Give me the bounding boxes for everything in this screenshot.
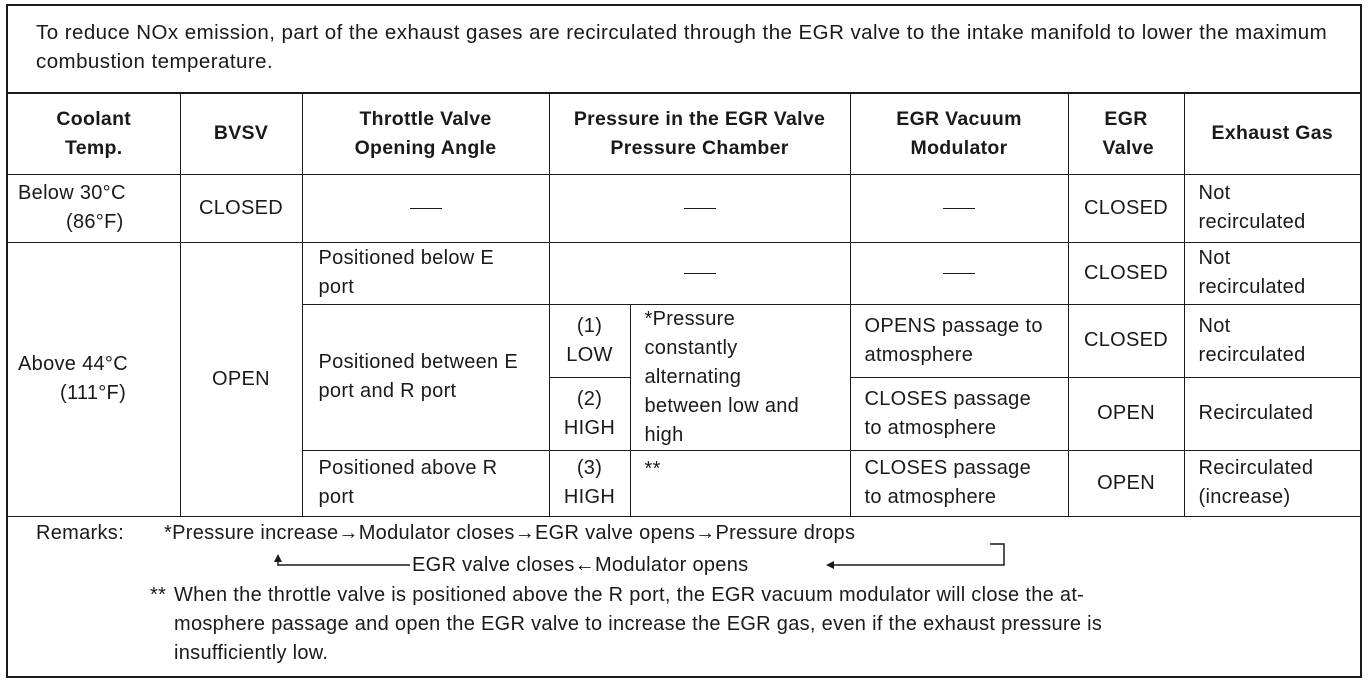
chain-2-step: EGR valve closes	[412, 554, 575, 576]
note-line: insufficiently low.	[174, 642, 329, 664]
table-row	[8, 242, 1360, 304]
note-line: When the throttle valve is positioned above the R port, the EGR vacuum modulator will close the at-	[174, 584, 1085, 606]
throttle-below-e: Positioned below E port	[302, 242, 549, 304]
throttle-between: Positioned between E port and R port	[302, 304, 549, 450]
exhaust-below-e: Not recirculated	[1184, 242, 1360, 304]
exhaust-below: Not recirculated	[1184, 174, 1360, 242]
egr-sub2: OPEN	[1068, 377, 1184, 450]
sub2-level: HIGH	[563, 416, 616, 439]
chain-1-step: EGR valve opens	[535, 522, 696, 544]
sub1-level: LOW	[566, 343, 613, 366]
sub3-level: HIGH	[563, 486, 616, 508]
modulator-closes-2: CLOSES passage to atmosphere	[850, 450, 1068, 516]
modulator-none	[850, 174, 1068, 242]
egr-table	[8, 94, 1360, 517]
chain-1-step: Pressure drops	[715, 522, 856, 544]
header-row	[8, 94, 1360, 174]
arrow-right-icon: →	[514, 522, 535, 544]
dash-mark	[684, 273, 716, 274]
header-coolant: Coolant Temp.	[8, 94, 180, 174]
sub1-cell	[549, 304, 630, 377]
sub2-num: (2)	[576, 387, 603, 410]
pressure-none-2	[549, 242, 850, 304]
header-egr-valve: EGR Valve	[1068, 94, 1184, 174]
egr-below-e: CLOSED	[1068, 242, 1184, 304]
coolant-above-cell	[8, 242, 180, 516]
bvsv-open: OPEN	[180, 242, 302, 516]
chain-2-step: Modulator opens	[594, 554, 749, 576]
sub3-num: (3)	[576, 457, 603, 479]
intro-paragraph: To reduce NOx emission, part of the exhaust gases are recirculated through the EGR valve to the intake manifold to lower the maximum combustion temperature.	[8, 6, 1360, 94]
coolant-below-f: (86°F)	[66, 211, 124, 233]
coolant-below-c: Below 30°C	[18, 182, 126, 204]
sub2-cell	[549, 377, 630, 450]
exhaust-above-r: Recirculated (increase)	[1184, 450, 1360, 516]
sub1-num: (1)	[576, 314, 603, 337]
modulator-closes: CLOSES passage to atmosphere	[850, 377, 1068, 450]
chain-1-step: Modulator closes	[358, 522, 515, 544]
document-frame	[6, 4, 1362, 678]
header-pressure: Pressure in the EGR Valve Pressure Chamber	[549, 94, 850, 174]
sub3-cell	[549, 450, 630, 516]
arrow-right-icon: →	[338, 522, 359, 544]
chain-1-step: Pressure increase	[172, 522, 339, 544]
header-exhaust: Exhaust Gas	[1184, 94, 1360, 174]
arrow-left-icon: ←	[574, 554, 595, 576]
exhaust-sub1: Not recirculated	[1184, 304, 1360, 377]
coolant-below-cell	[8, 174, 180, 242]
modulator-none-2	[850, 242, 1068, 304]
dash-mark	[410, 208, 442, 209]
dash-mark	[684, 208, 716, 209]
throttle-none	[302, 174, 549, 242]
exhaust-sub2: Recirculated	[1184, 377, 1360, 450]
remarks-chain-2	[412, 551, 748, 580]
pressure-alternating-note: *Pressure constantly alternating between low and high	[630, 304, 850, 450]
dash-mark	[943, 208, 975, 209]
egr-above-r: OPEN	[1068, 450, 1184, 516]
bvsv-closed: CLOSED	[180, 174, 302, 242]
remarks-label: Remarks:	[36, 522, 124, 544]
table-row	[8, 174, 1360, 242]
double-star-mark: **	[150, 584, 167, 606]
coolant-above-c: Above 44°C	[18, 353, 128, 375]
egr-sub1: CLOSED	[1068, 304, 1184, 377]
pressure-none	[549, 174, 850, 242]
header-bvsv: BVSV	[180, 94, 302, 174]
coolant-above-f: (111°F)	[60, 382, 127, 404]
throttle-above-r: Positioned above R port	[302, 450, 549, 516]
modulator-opens: OPENS passage to atmosphere	[850, 304, 1068, 377]
pressure-double-star: **	[630, 450, 850, 516]
star-mark: *	[164, 522, 173, 544]
arrow-right-icon: →	[695, 522, 716, 544]
header-modulator: EGR Vacuum Modulator	[850, 94, 1068, 174]
note-line: mosphere passage and open the EGR valve to increase the EGR gas, even if the exhaust pressure is	[174, 613, 1103, 635]
egr-below: CLOSED	[1068, 174, 1184, 242]
dash-mark	[943, 273, 975, 274]
header-throttle: Throttle Valve Opening Angle	[302, 94, 549, 174]
